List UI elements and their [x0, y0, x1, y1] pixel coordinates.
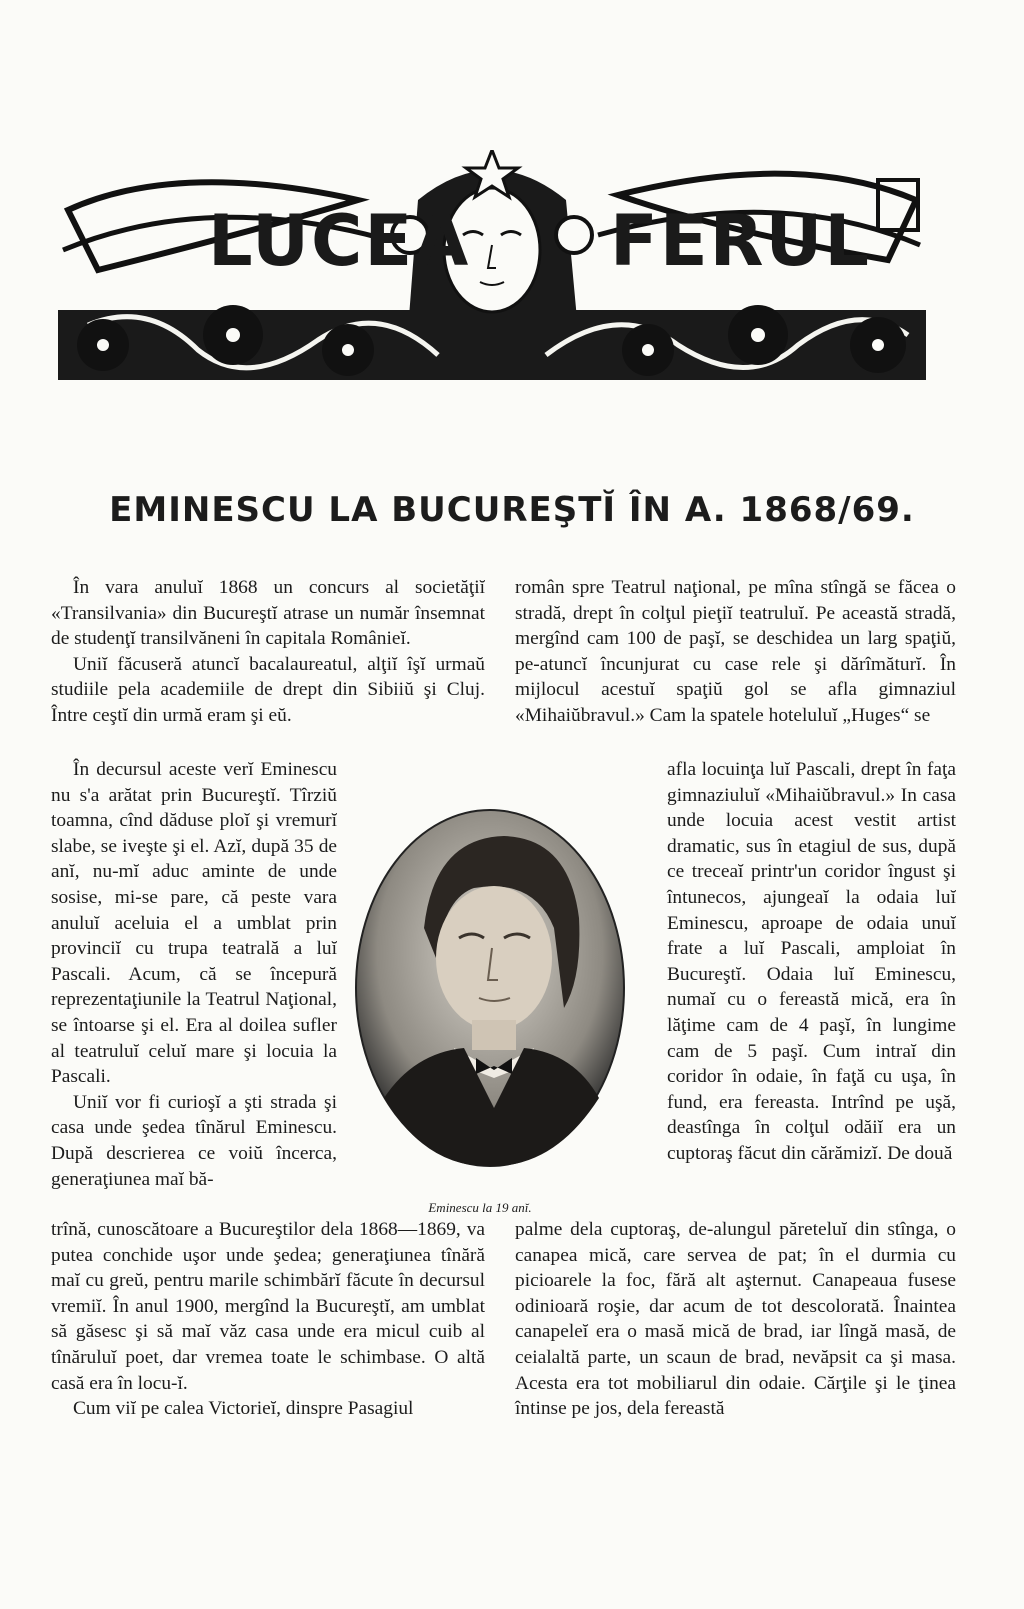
paragraph: Cum viĭ pe calea Victorieĭ, dinspre Pasagiul — [73, 1398, 414, 1420]
article-title: EMINESCU LA BUCUREŞTĬ ÎN A. 1868/69. — [109, 490, 915, 530]
paragraph: român spre Teatrul naţional, pe mîna stîngă se făcea o stradă, drept în colţul pieţiĭ teatruluĭ. Pe această stradă, mergînd cam 100 de paşĭ, se deschidea un larg spaţiŭ, pe-atuncĭ încunjurat cu case rele şi dărîmăturĭ. În mijlocul acestuĭ spaţiŭ gol se afla gimnaziul «Mihaiŭbravul.» Cam la spatele hoteluluĭ „Huges“ se — [515, 577, 956, 726]
left-column-wrap — [51, 757, 337, 1192]
masthead-title-left: LUCEA — [208, 200, 471, 282]
portrait-image — [354, 808, 626, 1168]
right-column-top — [515, 575, 956, 729]
portrait-eminescu — [354, 808, 626, 1168]
masthead-banner — [58, 150, 926, 415]
masthead-title-right: FERUL — [610, 200, 871, 282]
paragraph: trînă, cunoscătoare a Bucureştilor dela 1868—1869, va putea conchide uşor unde şedea; generaţiunea tînără maĭ cu greŭ, pentru marile schimbărĭ făcute în decursul vremiĭ. În anul 1900, mergînd la Bucureştĭ, am umblat să găsesc şi să maĭ văz casa unde era micul cuib al tînăruluĭ poet, dar vremea toate le schimbase. O altă casă era în locu-ĭ. — [51, 1219, 485, 1394]
left-column-bottom — [51, 1217, 485, 1422]
portrait-caption: Eminescu la 19 anĭ. — [428, 1200, 532, 1215]
paragraph: Uniĭ vor fi curioşĭ a şti strada şi casa unde şedea tînărul Eminescu. După descrierea ce voiŭ încerca, generaţiunea maĭ bă- — [51, 1091, 337, 1190]
left-column-top — [51, 575, 485, 729]
paragraph: În decursul aceste verĭ Eminescu nu s'a arătat prin Bucureştĭ. Tîrziŭ toamna, cînd dăduse ploĭ şi vremurĭ slabe, se iveşte şi el. Azĭ, după 35 de anĭ, nu-mĭ aduc aminte de unde sosise, mi-se pare, că peste vara anuluĭ aceluia el a umblat prin provinciĭ cu trupa teatrală a luĭ Pascali. Acum, că se începură reprezentaţiunile la Teatrul Naţional, se întoarse şi el. Era al doilea sufler al teatruluĭ celuĭ mare şi locuia la Pascali. — [51, 759, 337, 1088]
right-column-wrap — [667, 757, 956, 1167]
paragraph: afla locuinţa luĭ Pascali, drept în faţa gimnaziuluĭ «Mihaiŭbravul.» In casa unde locuia acest vestit artist dramatic, sus în etagiul de sus, după ce treceaĭ printr'un coridor îngust şi întunecos, ajungeaĭ la odaia luĭ Eminescu, aproape de odaia unuĭ frate a luĭ Pascali, amploiat în Bucureştĭ. Odaia luĭ Eminescu, numaĭ cu o fereastă mică, era în lăţime cam de 4 paşĭ, în lungime cam de 5 paşĭ. Cum intraĭ din coridor în odaie, în faţă cu uşa, în fund, era fereasta. Intrînd pe uşă, deastînga în colţul odăiĭ era un cuptoraş făcut din cărămizĭ. De două — [667, 759, 956, 1164]
paragraph: palme dela cuptoraş, de-alungul păreteluĭ din stînga, o canapea mică, care servea de pat; în el durmia cu picioarele la foc, fără alt aşternut. Canapeaua fusese odinioară roşie, dar acum de tot descolorată. Înaintea canapeleĭ era o masă mică de brad, iar lîngă masă, de ceialaltă parte, un scaun de brad, nevăpsit ca şi masa. Acesta era tot mobiliarul din odaie. Cărţile şi le ţinea întinse pe jos, dela fereastă — [515, 1219, 956, 1420]
masthead-illustration — [58, 150, 926, 415]
right-column-bottom — [515, 1217, 956, 1422]
paragraph: Uniĭ făcuseră atuncĭ bacalaureatul, alţiĭ îşĭ urmaŭ studiile pela academiile de drept din Sibiiŭ şi Cluj. Între ceştĭ din urmă eram şi eŭ. — [51, 653, 485, 726]
paragraph: În vara anuluĭ 1868 un concurs al societăţiĭ «Transilvania» din Bucureştĭ atrase un număr însemnat de studenţĭ transilvăneni în capitala Românieĭ. — [51, 577, 485, 650]
